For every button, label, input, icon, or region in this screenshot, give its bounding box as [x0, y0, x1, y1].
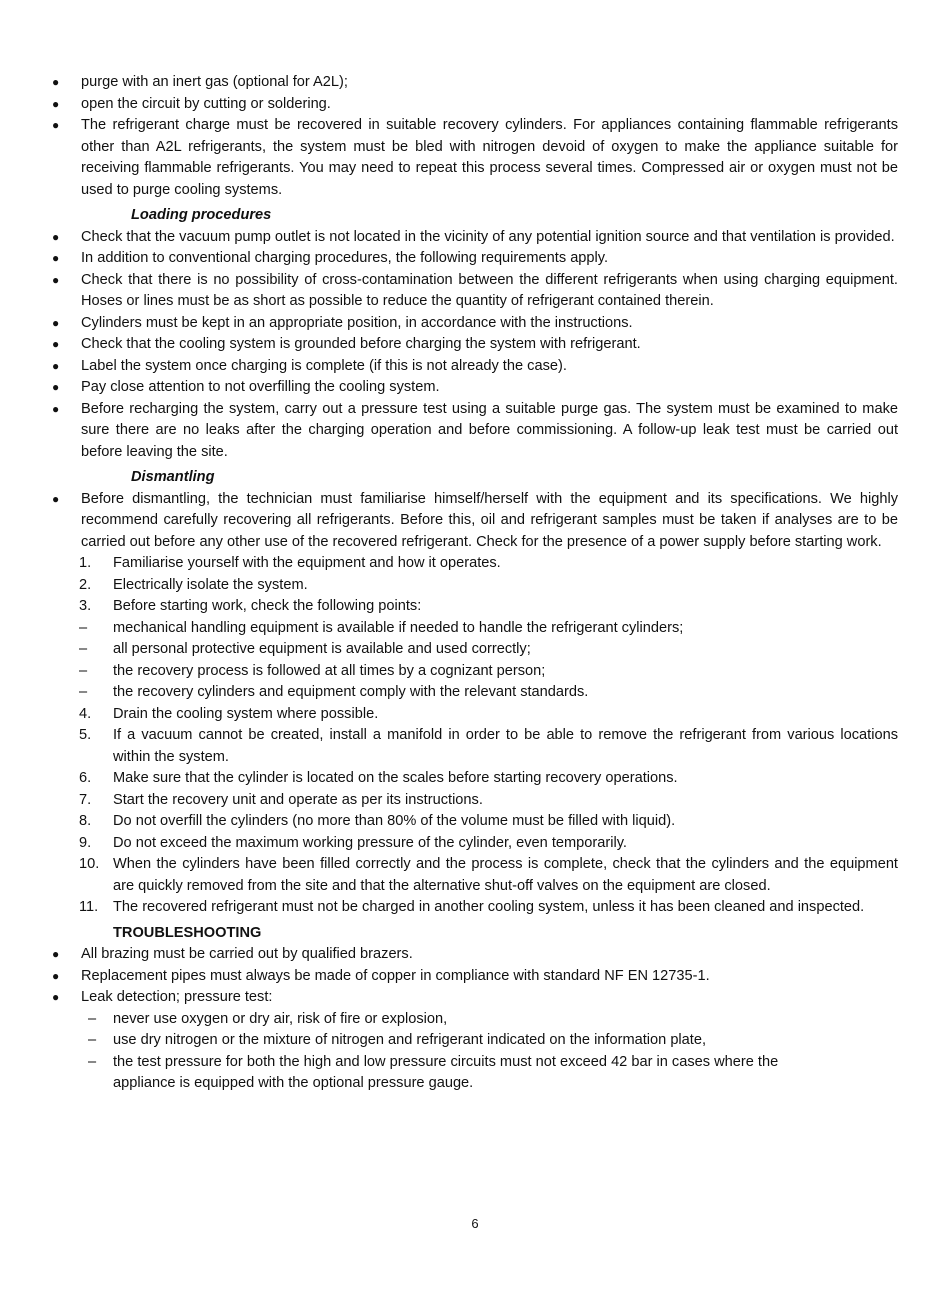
list-item: ● Check that the vacuum pump outlet is not located in the vicinity of any potential ignition source and that ventilation is provided.: [50, 227, 898, 249]
numbered-step: 1. Familiarise yourself with the equipment and how it operates.: [79, 555, 501, 571]
bullet-icon: ●: [52, 947, 60, 961]
dash-item: – the test pressure for both the high and low pressure circuits must not exceed 42 bar in cases where the appliance is equipped with the optional pressure gauge.: [50, 1052, 898, 1095]
page-number: 6: [471, 1216, 479, 1231]
numbered-step: 9. Do not exceed the maximum working pressure of the cylinder, even temporarily.: [79, 834, 627, 851]
bullet-icon: ●: [52, 251, 60, 265]
bullet-icon: ●: [52, 401, 60, 416]
numbered-step: 4. Drain the cooling system where possible.: [79, 705, 379, 722]
bullet-icon: ●: [52, 118, 60, 132]
bullet-icon: ●: [52, 380, 60, 394]
numbered-step: 10. When the cylinders have been filled correctly and the process is complete, check that the cylinders and the equipment are quickly removed from the site and that the alternative shut-off valves on the equipment are closed.: [79, 856, 898, 894]
dash-icon: –: [79, 641, 88, 657]
dash-icon: –: [88, 1032, 97, 1048]
list-item: ● Check that the cooling system is grounded before charging the system with refrigerant.: [50, 334, 898, 356]
list-item: ● Leak detection; pressure test:: [50, 987, 898, 1009]
bullet-icon: ●: [52, 337, 60, 351]
dash-item: – the recovery process is followed at all times by a cognizant person;: [50, 661, 898, 683]
bullet-icon: ●: [52, 358, 60, 373]
bullet-icon: ●: [52, 990, 60, 1004]
dash-icon: –: [79, 684, 88, 700]
dash-icon: –: [88, 1053, 97, 1070]
dash-item: – never use oxygen or dry air, risk of fire or explosion,: [50, 1009, 898, 1031]
list-item: ● Before recharging the system, carry out a pressure test using a suitable purge gas. The system must be examined to make sure there are no leaks after the charging operation and before commissioning. A follow-up leak test must be carried out before leaving the site.: [50, 399, 898, 464]
section-heading-loading: Loading procedures: [131, 207, 272, 223]
numbered-step: 3. Before starting work, check the following points:: [79, 598, 422, 614]
list-item: ● Check that there is no possibility of cross-contamination between the different refrigerants when using charging equipment. Hoses or lines must be as short as possible to reduce the quantity of refrigerant contained therein.: [50, 270, 898, 313]
bullet-icon: ●: [52, 96, 60, 111]
list-item: ● Label the system once charging is complete (if this is not already the case).: [50, 356, 898, 378]
numbered-step: 5. If a vacuum cannot be created, install a manifold in order to be able to remove the refrigerant from various locations within the system.: [79, 727, 898, 765]
list-item: ● open the circuit by cutting or soldering.: [50, 94, 898, 116]
numbered-step: 11. The recovered refrigerant must not be charged in another cooling system, unless it has been cleaned and inspected.: [79, 899, 865, 915]
bullet-icon: ●: [52, 968, 60, 983]
section-heading-troubleshooting: TROUBLESHOOTING: [113, 924, 262, 941]
dash-icon: –: [79, 662, 88, 679]
list-item: ● All brazing must be carried out by qualified brazers.: [50, 944, 898, 966]
numbered-step: 8. Do not overfill the cylinders (no more than 80% of the volume must be filled with liquid).: [79, 813, 676, 829]
bullet-icon: ●: [52, 272, 60, 287]
list-item: ● Replacement pipes must always be made of copper in compliance with standard NF EN 12735-1.: [50, 966, 898, 988]
list-item: ● In addition to conventional charging procedures, the following requirements apply.: [50, 248, 898, 270]
list-item: ● Cylinders must be kept in an appropriate position, in accordance with the instructions.: [50, 313, 898, 335]
list-item: ● Pay close attention to not overfilling the cooling system.: [50, 377, 898, 399]
numbered-step: 2. Electrically isolate the system.: [79, 576, 308, 593]
dash-item: – use dry nitrogen or the mixture of nitrogen and refrigerant indicated on the information plate,: [50, 1030, 898, 1052]
list-item: ● Before dismantling, the technician must familiarise himself/herself with the equipment and its specifications. We highly recommend carefully recovering all refrigerants. Before this, oil and refrigerant samples must be taken if analyses are to be carried out before any other use of the recovered refrigerant. Check for the presence of a power supply before starting work.: [50, 489, 898, 554]
bullet-icon: ●: [52, 491, 60, 506]
dash-icon: –: [88, 1010, 97, 1027]
list-item: ● purge with an inert gas (optional for A2L);: [50, 72, 898, 94]
bullet-icon: ●: [52, 315, 60, 330]
list-item: ● The refrigerant charge must be recovered in suitable recovery cylinders. For appliances containing flammable refrigerants other than A2L refrigerants, the system must be bled with nitrogen devoid of oxygen to make the appliance suitable for receiving flammable refrigerants. You may need to repeat this process several times. Compressed air or oxygen must not be used to purge cooling systems.: [50, 115, 898, 201]
dash-item: – the recovery cylinders and equipment comply with the relevant standards.: [50, 682, 898, 704]
numbered-step: 7. Start the recovery unit and operate as per its instructions.: [79, 791, 483, 808]
numbered-step: 6. Make sure that the cylinder is located on the scales before starting recovery operations.: [79, 770, 678, 786]
dash-item: – mechanical handling equipment is available if needed to handle the refrigerant cylinders;: [50, 618, 898, 640]
bullet-icon: ●: [52, 229, 60, 244]
section-heading-dismantling: Dismantling: [131, 469, 215, 485]
bullet-icon: ●: [52, 75, 60, 89]
dash-icon: –: [79, 619, 88, 636]
page-content: [50, 72, 898, 1095]
dash-item: – all personal protective equipment is available and used correctly;: [50, 639, 898, 661]
